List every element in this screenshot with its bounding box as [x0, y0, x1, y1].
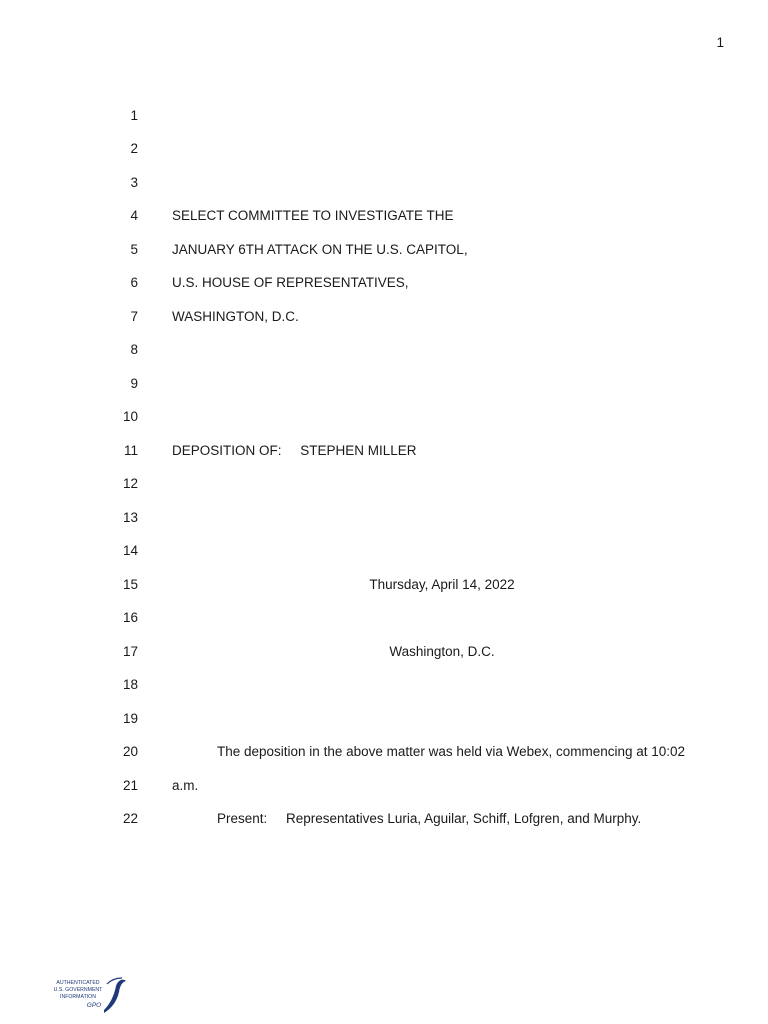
- line-number: 19: [122, 711, 138, 726]
- line-number: 3: [130, 175, 138, 190]
- line-number: 4: [130, 208, 138, 223]
- seal-line-2: U.S. GOVERNMENT: [53, 987, 103, 993]
- line-number: 16: [122, 610, 138, 625]
- line-number: 11: [123, 443, 138, 458]
- line-number: 22: [122, 811, 138, 826]
- line-number: 5: [130, 242, 138, 257]
- seal-line-3: INFORMATION: [60, 994, 96, 1000]
- line-number: 13: [122, 510, 138, 525]
- page-number: 1: [716, 35, 724, 50]
- line-number: 17: [122, 644, 138, 659]
- committee-name-line: JANUARY 6TH ATTACK ON THE U.S. CAPITOL,: [172, 242, 468, 257]
- line-number: 14: [122, 543, 138, 558]
- deposition-statement-cont: a.m.: [172, 778, 199, 793]
- line-number: 2: [130, 141, 138, 156]
- line-number: 20: [122, 744, 138, 759]
- line-number: 12: [122, 476, 138, 491]
- deposition-statement-line: The deposition in the above matter was held via Webex, commencing at 10:02: [217, 744, 686, 759]
- line-number: 15: [122, 577, 138, 592]
- location-line: WASHINGTON, D.C.: [172, 309, 299, 324]
- city-line: Washington, D.C.: [389, 644, 495, 659]
- line-number: 1: [130, 108, 138, 123]
- line-number: 21: [122, 778, 138, 793]
- gpo-authenticated-seal: [44, 974, 128, 1016]
- line-number: 18: [122, 677, 138, 692]
- line-number: 10: [122, 409, 138, 424]
- line-number: 8: [130, 342, 138, 357]
- house-line: U.S. HOUSE OF REPRESENTATIVES,: [172, 275, 409, 290]
- seal-line-1: AUTHENTICATED: [56, 980, 100, 986]
- date-line: Thursday, April 14, 2022: [369, 577, 515, 592]
- line-number: 9: [130, 376, 138, 391]
- line-number: 7: [130, 309, 138, 324]
- deposition-of-line: DEPOSITION OF: STEPHEN MILLER: [172, 443, 417, 458]
- line-number: 6: [130, 275, 138, 290]
- eagle-icon: [104, 980, 126, 1013]
- committee-name-line: SELECT COMMITTEE TO INVESTIGATE THE: [172, 208, 454, 223]
- present-line: Present: Representatives Luria, Aguilar, Schiff, Lofgren, and Murphy.: [217, 811, 642, 826]
- seal-line-4: GPO: [86, 1002, 102, 1009]
